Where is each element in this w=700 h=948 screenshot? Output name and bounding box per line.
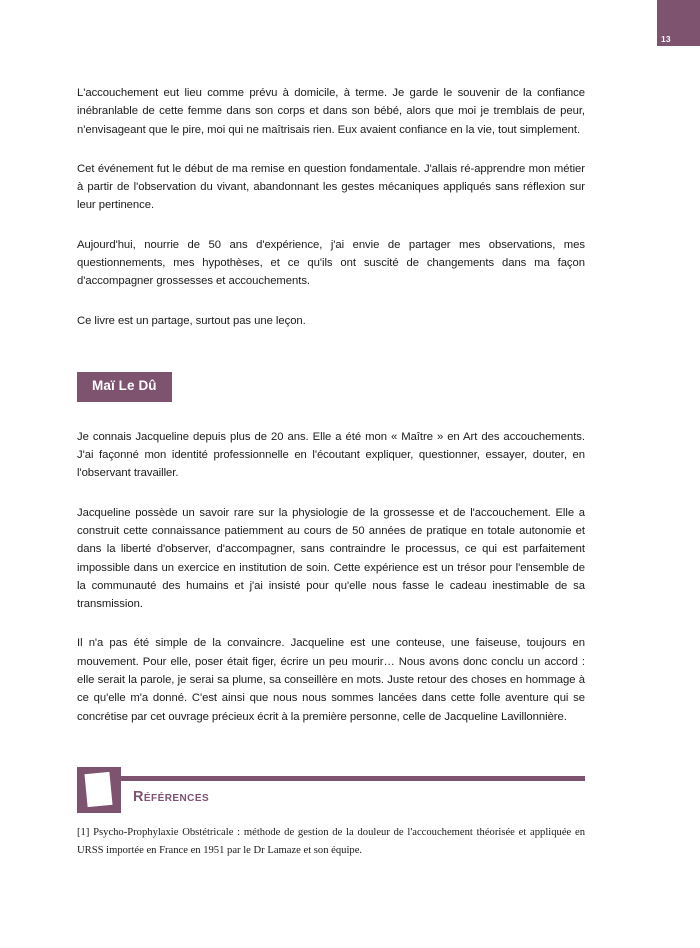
paragraph: L'accouchement eut lieu comme prévu à domicile, à terme. Je garde le souvenir de la confiance inébranlable de cette femme dans son corps et dans son bébé, alors que moi je tremblais de peur, n'envisageant que le pire, moi qui ne maîtrisais rien. Eux avaient confiance en la vie, tout simplement. [77,87,585,136]
references-title: Références [133,789,210,805]
book-page-icon [77,767,121,813]
page-content [77,84,585,747]
paragraph: Il n'a pas été simple de la convaincre. Jacqueline est une conteuse, une faiseuse, toujours en mouvement. Pour elle, poser était figer, écrire un peu mourir… Nous avons donc conclu un accord : elle serait la parole, je serai sa plume, sa conseillère en mots. Juste retour des choses en hommage à ce qu'elle m'a donné. C'est ainsi que nous nous sommes lancées dans cette folle aventure qui se concrétise par cet ouvrage précieux écrit à la première personne, celle de Jacqueline Lavillonnière. [77,637,585,723]
author-badge-container [77,372,585,402]
paragraph: Aujourd'hui, nourrie de 50 ans d'expérience, j'ai envie de partager mes observations, mes questionnements, mes hypothèses, et ce qu'ils ont suscité de changements dans ma façon d'accompagner grossesses et accouchements. [77,238,585,288]
footnote: [1] Psycho-Prophylaxie Obstétricale : méthode de gestion de la douleur de l'accouchement théorisée et appliquée en URSS importée en France en 1951 par le Dr Lamaze et son équipe. [77,827,585,856]
author-name-badge: Maï Le Dû [77,372,172,402]
page-number-block [657,0,700,46]
references-divider [119,776,585,781]
book-page-icon-sheet [84,772,112,807]
paragraph: Ce livre est un partage, surtout pas une leçon. [77,314,306,327]
paragraph: Jacqueline possède un savoir rare sur la physiologie de la grossesse et de l'accouchement. Elle a construit cette connaissance patiemment au cours de 50 années de pratique en totale autonomie et dans la liberté d'observer, d'accompagner, sans contraindre le processus, ce qui est parfaitement impossible dans un exercice en institution de soin. Cette expérience est un trésor pour l'ensemble de la communauté des humains et j'ai insisté pour qu'elle nous fasse le cadeau inestimable de sa transmission. [77,506,585,611]
references-header [77,767,585,819]
paragraph: Cet événement fut le début de ma remise en question fondamentale. J'allais ré-apprendre mon métier à partir de l'observation du vivant, abandonnant les gestes mécaniques appliqués sans réflexion sur leur pertinence. [77,162,585,212]
page-number: 13 [661,33,671,44]
paragraph: Je connais Jacqueline depuis plus de 20 ans. Elle a été mon « Maître » en Art des accouchements. J'ai façonné mon identité professionnelle en l'écoutant expliquer, questionner, essayer, douter, en l'observant travailler. [77,430,585,480]
references-section [77,767,585,859]
